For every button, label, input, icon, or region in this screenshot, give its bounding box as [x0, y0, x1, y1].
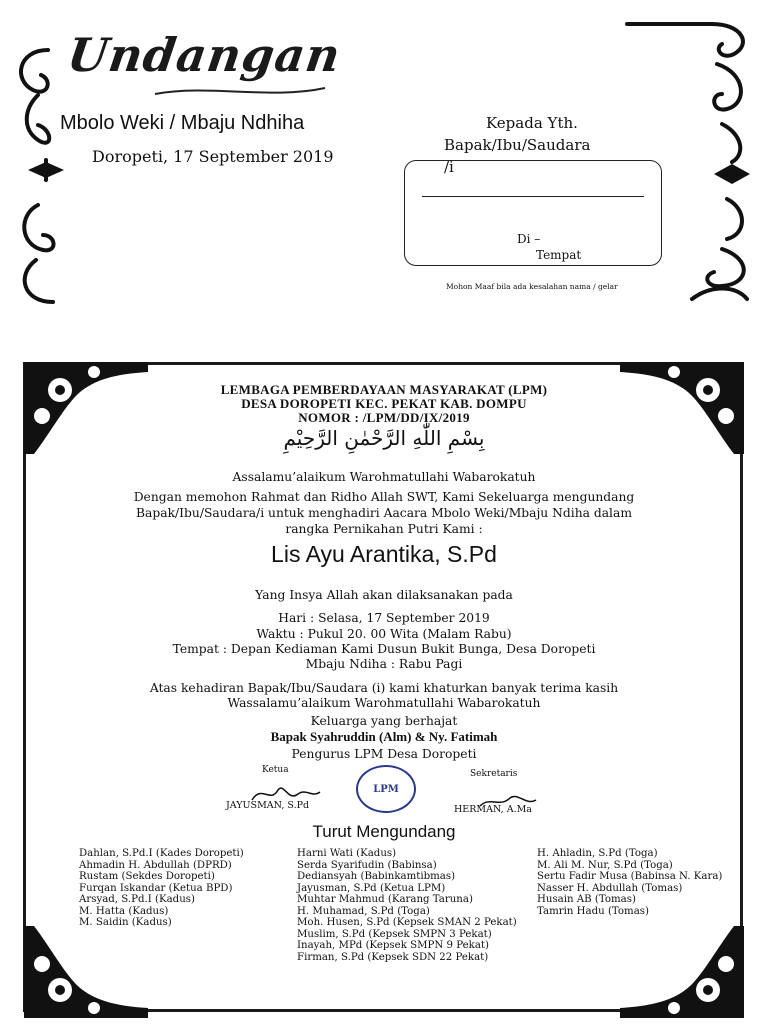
closing-salam: Wassalamu’alaikum Warohmatullahi Wabarokatuh	[227, 696, 541, 710]
turut-column-3	[537, 848, 722, 917]
sekretaris-label: Sekretaris	[470, 769, 518, 779]
event-date: Doropeti, 17 September 2019	[92, 147, 334, 166]
intro-line-3: rangka Pernikahan Putri Kami :	[285, 522, 483, 536]
recipient-name-line	[422, 196, 644, 197]
list-item: M. Saidin (Kadus)	[79, 917, 172, 928]
org-address: DESA DOROPETI KEC. PEKAT KAB. DOMPU	[241, 396, 527, 411]
intro-line-1: Dengan memohon Rahmat dan Ridho Allah SWT, Kami Sekeluarga mengundang	[133, 490, 635, 504]
schedule-place: Tempat : Depan Kediaman Kami Dusun Bukit Bunga, Desa Doropeti	[172, 642, 596, 656]
apology-note: Mohon Maaf bila ada kesalahan nama / gelar	[446, 282, 618, 291]
list-item: Jayusman, S.Pd (Ketua LPM)	[297, 882, 446, 894]
intro-line-2: Bapak/Ibu/Saudara/i untuk menghadiri Aacara Mbolo Weki/Mbaju Ndiha dalam	[136, 506, 632, 520]
ketua-label: Ketua	[262, 765, 289, 775]
envelope-card	[0, 0, 768, 320]
committee-name: Pengurus LPM Desa Doropeti	[291, 747, 477, 761]
ketua-name: JAYUSMAN, S.Pd	[226, 800, 310, 811]
list-item: Inayah, MPd (Kepsek SMPN 9 Pekat)	[297, 940, 489, 951]
list-item: Muslim, S.Pd (Kepsek SMPN 3 Pekat)	[297, 928, 492, 940]
list-item: H. Ahladin, S.Pd (Toga)	[537, 848, 658, 859]
invitation-card	[0, 340, 768, 1024]
sekretaris-name: HERMAN, A.Ma	[454, 804, 532, 815]
schedule-intro: Yang Insya Allah akan dilaksanakan pada	[255, 588, 513, 602]
list-item: Firman, S.Pd (Kepsek SDN 22 Pekat)	[297, 951, 489, 963]
recipient-to: Kepada Yth.	[486, 114, 578, 132]
list-item: Furqan Iskandar (Ketua BPD)	[79, 882, 233, 894]
list-item: M. Hatta (Kadus)	[79, 905, 169, 917]
schedule-day: Hari : Selasa, 17 September 2019	[278, 611, 490, 625]
list-item: Rustam (Sekdes Doropeti)	[79, 871, 215, 882]
host-names: Bapak Syahruddin (Alm) & Ny. Fatimah	[270, 729, 498, 744]
list-item: Muhtar Mahmud (Karang Taruna)	[297, 894, 473, 905]
left-ornament-icon	[8, 40, 68, 310]
turut-column-2	[297, 848, 517, 963]
turut-mengundang-title: Turut Mengundang	[312, 822, 456, 841]
list-item: M. Ali M. Nur, S.Pd (Toga)	[537, 859, 673, 871]
greeting: Assalamu’alaikum Warohmatullahi Wabarokatuh	[232, 470, 536, 484]
list-item: Sertu Fadir Musa (Babinsa N. Kara)	[537, 871, 723, 882]
schedule-mbaju: Mbaju Ndiha : Rabu Pagi	[305, 657, 463, 671]
list-item: Nasser H. Abdullah (Tomas)	[537, 882, 683, 894]
basmalah: بِسْمِ اللّٰهِ الرَّحْمٰنِ الرَّحِيْمِ	[283, 426, 485, 450]
lpm-stamp	[356, 765, 416, 813]
title-flourish-icon	[150, 82, 330, 100]
list-item: Tamrin Hadu (Tomas)	[537, 905, 649, 917]
bottom-right-corner-ornament-icon	[616, 922, 748, 1022]
recipient-title-suffix: /i	[444, 158, 454, 176]
list-item: Ahmadin H. Abdullah (DPRD)	[79, 859, 232, 871]
list-item: Husain AB (Tomas)	[537, 894, 636, 905]
recipient-tempat-label: Tempat	[536, 248, 582, 262]
list-item: Dahlan, S.Pd.I (Kades Doropeti)	[79, 848, 244, 859]
host-label: Keluarga yang berhajat	[310, 714, 458, 728]
recipient-title: Bapak/Ibu/Saudara	[444, 136, 591, 154]
recipient-address-box[interactable]	[404, 160, 662, 266]
recipient-di-label: Di –	[517, 232, 541, 246]
bottom-left-corner-ornament-icon	[20, 922, 152, 1022]
closing-thanks: Atas kehadiran Bapak/Ibu/Saudara (i) kami khaturkan banyak terima kasih	[149, 681, 619, 695]
schedule-time: Waktu : Pukul 20. 00 Wita (Malam Rabu)	[256, 627, 512, 641]
envelope-title: Undangan	[64, 28, 345, 82]
letter-number: NOMOR : /LPM/DD/IX/2019	[298, 410, 470, 425]
event-name: Mbolo Weki / Mbaju Ndhiha	[60, 112, 305, 134]
list-item: Dediansyah (Babinkamtibmas)	[297, 871, 456, 882]
list-item: Serda Syarifudin (Babinsa)	[297, 859, 437, 871]
org-name: LEMBAGA PEMBERDAYAAN MASYARAKAT (LPM)	[220, 382, 548, 397]
list-item: Moh. Husen, S.Pd (Kepsek SMAN 2 Pekat)	[297, 917, 517, 928]
lpm-stamp-text: LPM	[373, 783, 399, 795]
turut-column-1	[79, 848, 244, 929]
list-item: Arsyad, S.Pd.I (Kadus)	[79, 894, 195, 905]
list-item: H. Muhamad, S.Pd (Toga)	[297, 905, 430, 917]
list-item: Harni Wati (Kadus)	[297, 848, 397, 859]
bride-name: Lis Ayu Arantika, S.Pd	[271, 541, 497, 567]
